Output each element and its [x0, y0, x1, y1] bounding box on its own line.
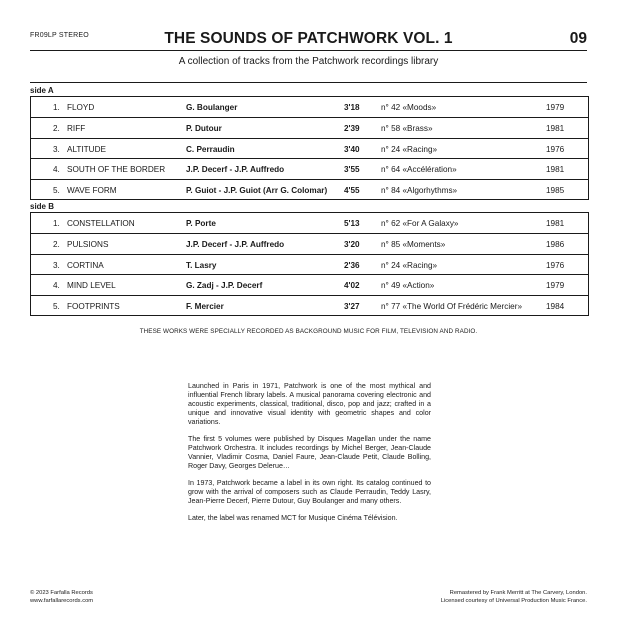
- side-a-label: side A: [30, 86, 54, 95]
- footer-left: [30, 590, 93, 605]
- track-row: [31, 179, 588, 199]
- track-duration: 2'39: [344, 124, 360, 134]
- track-title: PULSIONS: [67, 240, 109, 250]
- about-paragraph: Launched in Paris in 1971, Patchwork is one of the most mythical and influential French library labels. A musical panorama covering electronic and acoustic experiments, classical, traditional, disco, pop and jazz; crafted in a unique and innovative visual identity with geometric shapes and color variations.: [188, 382, 431, 427]
- track-year: 1979: [546, 103, 565, 112]
- track-composer: F. Mercier: [186, 301, 224, 311]
- track-title: CORTINA: [67, 260, 104, 270]
- track-catalog: n° 58 «Brass»: [381, 124, 433, 134]
- side-b-label: side B: [30, 202, 55, 211]
- track-composer: J.P. Decerf - J.P. Auffredo: [186, 165, 285, 175]
- track-year: 1986: [546, 240, 565, 250]
- track-title: MIND LEVEL: [67, 281, 116, 291]
- track-title: CONSTELLATION: [67, 219, 135, 228]
- track-number: 5.: [53, 301, 60, 311]
- track-row: [31, 138, 588, 158]
- track-catalog: n° 24 «Racing»: [381, 144, 438, 154]
- side-a-tracklist: [30, 96, 589, 200]
- track-year: 1976: [546, 144, 565, 154]
- track-catalog: n° 85 «Moments»: [381, 240, 446, 250]
- track-title: SOUTH OF THE BORDER: [67, 165, 166, 175]
- track-row: [31, 274, 588, 294]
- track-year: 1976: [546, 260, 565, 270]
- track-composer: P. Porte: [186, 219, 216, 228]
- track-catalog: n° 24 «Racing»: [381, 260, 438, 270]
- track-title: ALTITUDE: [67, 144, 106, 154]
- track-catalog: n° 49 «Action»: [381, 281, 435, 291]
- catalog-number: FR09LP STEREO: [30, 32, 89, 39]
- album-subtitle: A collection of tracks from the Patchwork recordings library: [178, 56, 439, 67]
- track-catalog: n° 64 «Accélération»: [381, 165, 457, 175]
- track-title: RIFF: [67, 124, 86, 134]
- side-b-tracklist: [30, 212, 589, 316]
- track-number: 1.: [53, 219, 60, 228]
- track-duration: 4'02: [344, 281, 360, 291]
- track-year: 1981: [546, 219, 565, 228]
- track-duration: 3'27: [344, 301, 360, 311]
- track-composer: G. Zadj - J.P. Decerf: [186, 281, 263, 291]
- track-number: 1.: [53, 103, 60, 112]
- track-catalog: n° 84 «Algorhythms»: [381, 185, 458, 195]
- track-composer: T. Lasry: [186, 260, 217, 270]
- track-number: 2.: [53, 240, 60, 250]
- track-title: FLOYD: [67, 103, 95, 112]
- license-credit: Licensed courtesy of Universal Production Music France.: [440, 597, 587, 604]
- track-row: [31, 117, 588, 137]
- track-number: 2.: [53, 124, 60, 134]
- about-text: [188, 382, 431, 523]
- track-duration: 3'20: [344, 240, 360, 250]
- title-divider: [30, 50, 587, 51]
- track-duration: 2'36: [344, 260, 360, 270]
- track-catalog: n° 62 «For A Galaxy»: [381, 219, 459, 228]
- track-composer: P. Guiot - J.P. Guiot (Arr G. Colomar): [186, 185, 328, 195]
- track-duration: 3'40: [344, 144, 360, 154]
- track-duration: 5'13: [344, 219, 360, 228]
- about-paragraph: The first 5 volumes were published by Disques Magellan under the name Patchwork Orchestra. It includes recordings by Michel Berger, Jean-Claude Vannier, Vladimir Cosma, Daniel Faure, Jean-Claude Petit, Claude Bolling, Roger Davy, Georges Delerue…: [188, 434, 431, 471]
- track-duration: 3'55: [344, 165, 360, 175]
- track-number: 3.: [53, 260, 60, 270]
- remaster-credit: Remastered by Frank Merritt at The Carvery, London.: [449, 590, 587, 596]
- track-title: WAVE FORM: [67, 185, 117, 195]
- track-row: [31, 158, 588, 178]
- footer-right: [441, 590, 587, 605]
- track-row: [31, 97, 588, 117]
- subtitle-divider: [30, 82, 587, 83]
- track-row: [31, 213, 588, 233]
- copyright-text: © 2023 Farfalla Records: [30, 590, 93, 596]
- track-year: 1981: [546, 165, 565, 175]
- album-title: THE SOUNDS OF PATCHWORK VOL. 1: [164, 30, 453, 47]
- track-composer: C. Perraudin: [186, 144, 235, 154]
- track-year: 1984: [546, 301, 565, 311]
- about-paragraph: In 1973, Patchwork became a label in its own right. Its catalog continued to grow with the arrival of composers such as Claude Perraudin, Teddy Lasry, Jean-Pierre Decerf, Pierre Dutour, Guy Boulanger and many others.: [188, 478, 431, 506]
- track-title: FOOTPRINTS: [67, 301, 120, 311]
- track-number: 4.: [53, 281, 60, 291]
- track-duration: 3'18: [344, 103, 360, 112]
- track-catalog: n° 77 «The World Of Frédéric Mercier»: [381, 301, 522, 311]
- track-year: 1985: [546, 185, 565, 195]
- track-number: 5.: [53, 185, 60, 195]
- track-composer: J.P. Decerf - J.P. Auffredo: [186, 240, 285, 250]
- track-number: 3.: [53, 144, 60, 154]
- track-row: [31, 254, 588, 274]
- track-composer: P. Dutour: [186, 124, 222, 134]
- track-number: 4.: [53, 165, 60, 175]
- track-composer: G. Boulanger: [186, 103, 238, 112]
- track-row: [31, 233, 588, 253]
- track-catalog: n° 42 «Moods»: [381, 103, 437, 112]
- website-text: www.farfallarecords.com: [30, 597, 94, 604]
- about-paragraph: Later, the label was renamed MCT for Musique Cinéma Télévision.: [188, 513, 398, 522]
- recording-notice: THESE WORKS WERE SPECIALLY RECORDED AS BACKGROUND MUSIC FOR FILM, TELEVISION AND RADIO.: [139, 328, 478, 335]
- track-year: 1979: [546, 281, 565, 291]
- track-duration: 4'55: [344, 185, 360, 195]
- volume-number: 09: [569, 30, 587, 47]
- track-row: [31, 295, 588, 315]
- track-year: 1981: [546, 124, 565, 134]
